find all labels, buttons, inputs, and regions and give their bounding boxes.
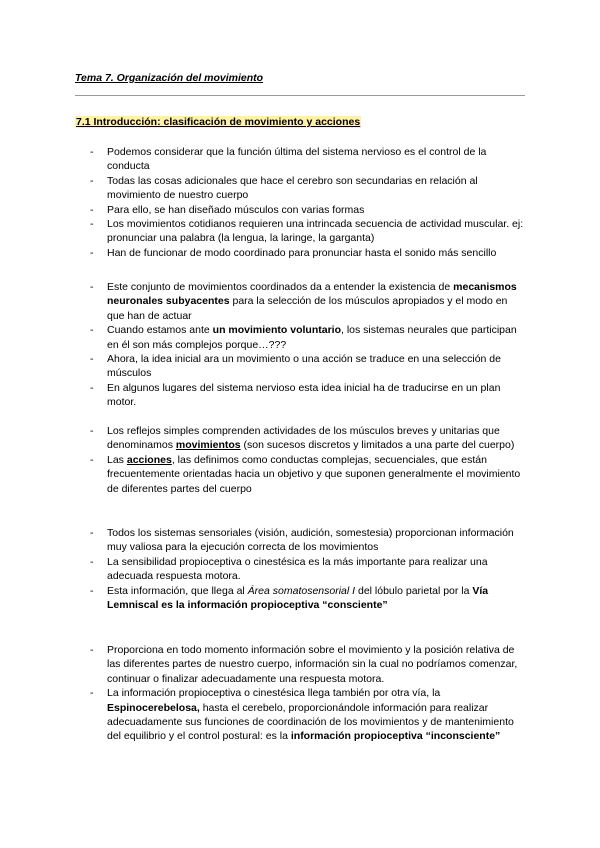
bullet-item: [0, 686, 600, 744]
bullet-text: Para ello, se han diseñado músculos con varias formas: [107, 203, 365, 216]
bullet-text: hasta el cerebelo, proporcionándole información para realizar adecuadamente sus funciones de coordinación de los movimientos y de mantenimiento del equilibrio y el control postural: es la: [107, 701, 514, 743]
emphasis-text: acciones: [126, 453, 172, 466]
title-divider: [75, 95, 525, 96]
bullet-item: [0, 424, 600, 453]
bullet-item: [0, 323, 600, 352]
bullet-group-1: [0, 145, 600, 260]
bullet-text: Los reflejos simples comprenden actividades de los músculos breves y unitarias que denominamos: [107, 425, 500, 452]
bullet-group-2: [0, 280, 600, 410]
bullet-text: Todos los sistemas sensoriales (visión, audición, somestesia) proporcionan información muy valiosa para la ejecución correcta de los movimientos: [107, 527, 514, 554]
bullet-text: (son sucesos discretos y limitados a una parte del cuerpo): [240, 439, 515, 452]
bullet-text: , los sistemas neurales que participan en él son más complejos porque…???: [107, 324, 517, 351]
bullet-group-5: [0, 643, 600, 744]
bullet-text: Las: [107, 453, 127, 466]
bullet-group-3: [0, 424, 600, 496]
bullet-text: Cuando estamos ante: [107, 324, 213, 337]
bullet-text: Han de funcionar de modo coordinado para pronunciar hasta el sonido más sencillo: [107, 246, 497, 259]
bullet-item: [0, 145, 600, 174]
bullet-item: [0, 174, 600, 203]
bullet-text: Los movimientos cotidianos requieren una intrincada secuencia de actividad muscular. ej: pronunciar una palabra (la lengua, la laringe, la garganta): [107, 218, 524, 245]
bullet-text: Este conjunto de movimientos coordinados da a entender la existencia de: [107, 281, 454, 293]
bullet-item: [0, 381, 600, 410]
emphasis-text: un movimiento voluntario: [212, 324, 341, 337]
bullet-text: , las definimos como conductas complejas, secuenciales, que están frecuentemente orientadas hacia un objetivo y que suponen generalmente el movimiento de diferentes partes del cuerpo: [107, 453, 521, 495]
bullet-text: La sensibilidad propioceptiva o cinestésica es la más importante para realizar una adecuada respuesta motora.: [107, 555, 488, 583]
bullet-text: Esta información, que llega al: [107, 584, 248, 597]
bullet-item: [0, 643, 600, 686]
emphasis-text: mecanismos neuronales subyacentes: [107, 281, 517, 308]
bullet-item: [0, 453, 600, 496]
emphasis-text: Área somatosensorial I: [247, 584, 356, 597]
bullet-text: para la selección de los músculos apropiados y el modo en que han de actuar: [107, 295, 508, 322]
bullet-text: Proporciona en todo momento información sobre el movimiento y la posición relativa de las diferentes partes de nuestro cuerpo, información sin la cual no podríamos comenzar, continuar o finalizar adecuadamente una respuesta motora.: [107, 644, 518, 685]
section-heading: 7.1 Introducción: clasificación de movimiento y acciones: [76, 116, 361, 128]
bullet-text: Ahora, la idea inicial ara un movimiento o una acción se traduce en una selección de músculos: [107, 353, 501, 380]
bullet-item: [0, 584, 600, 613]
document-title: Tema 7. Organización del movimiento: [75, 72, 264, 84]
bullet-item: [0, 203, 600, 217]
bullet-item: [0, 246, 600, 260]
emphasis-text: movimientos: [175, 439, 241, 452]
bullet-item: [0, 217, 600, 246]
bullet-text: En algunos lugares del sistema nervioso esta idea inicial ha de traducirse en un plan motor.: [107, 381, 501, 409]
bullet-item: [0, 526, 600, 555]
bullet-item: [0, 280, 600, 323]
bullet-group-4: [0, 526, 600, 612]
bullet-text: del lóbulo parietal por la: [355, 584, 473, 597]
bullet-text: Podemos considerar que la función última del sistema nervioso es el control de la conducta: [107, 146, 487, 173]
bullet-text: La información propioceptiva o cinestésica llega también por otra vía, la: [107, 687, 441, 700]
emphasis-text: Vía Lemniscal es la información propioceptiva “consciente”: [107, 584, 489, 612]
emphasis-text: Espinocerebelosa,: [107, 701, 200, 714]
emphasis-text: información propioceptiva “inconsciente”: [290, 730, 501, 743]
bullet-item: [0, 555, 600, 584]
bullet-item: [0, 352, 600, 381]
bullet-text: Todas las cosas adicionales que hace el cerebro son secundarias en relación al movimiento de nuestro cuerpo: [107, 174, 478, 202]
